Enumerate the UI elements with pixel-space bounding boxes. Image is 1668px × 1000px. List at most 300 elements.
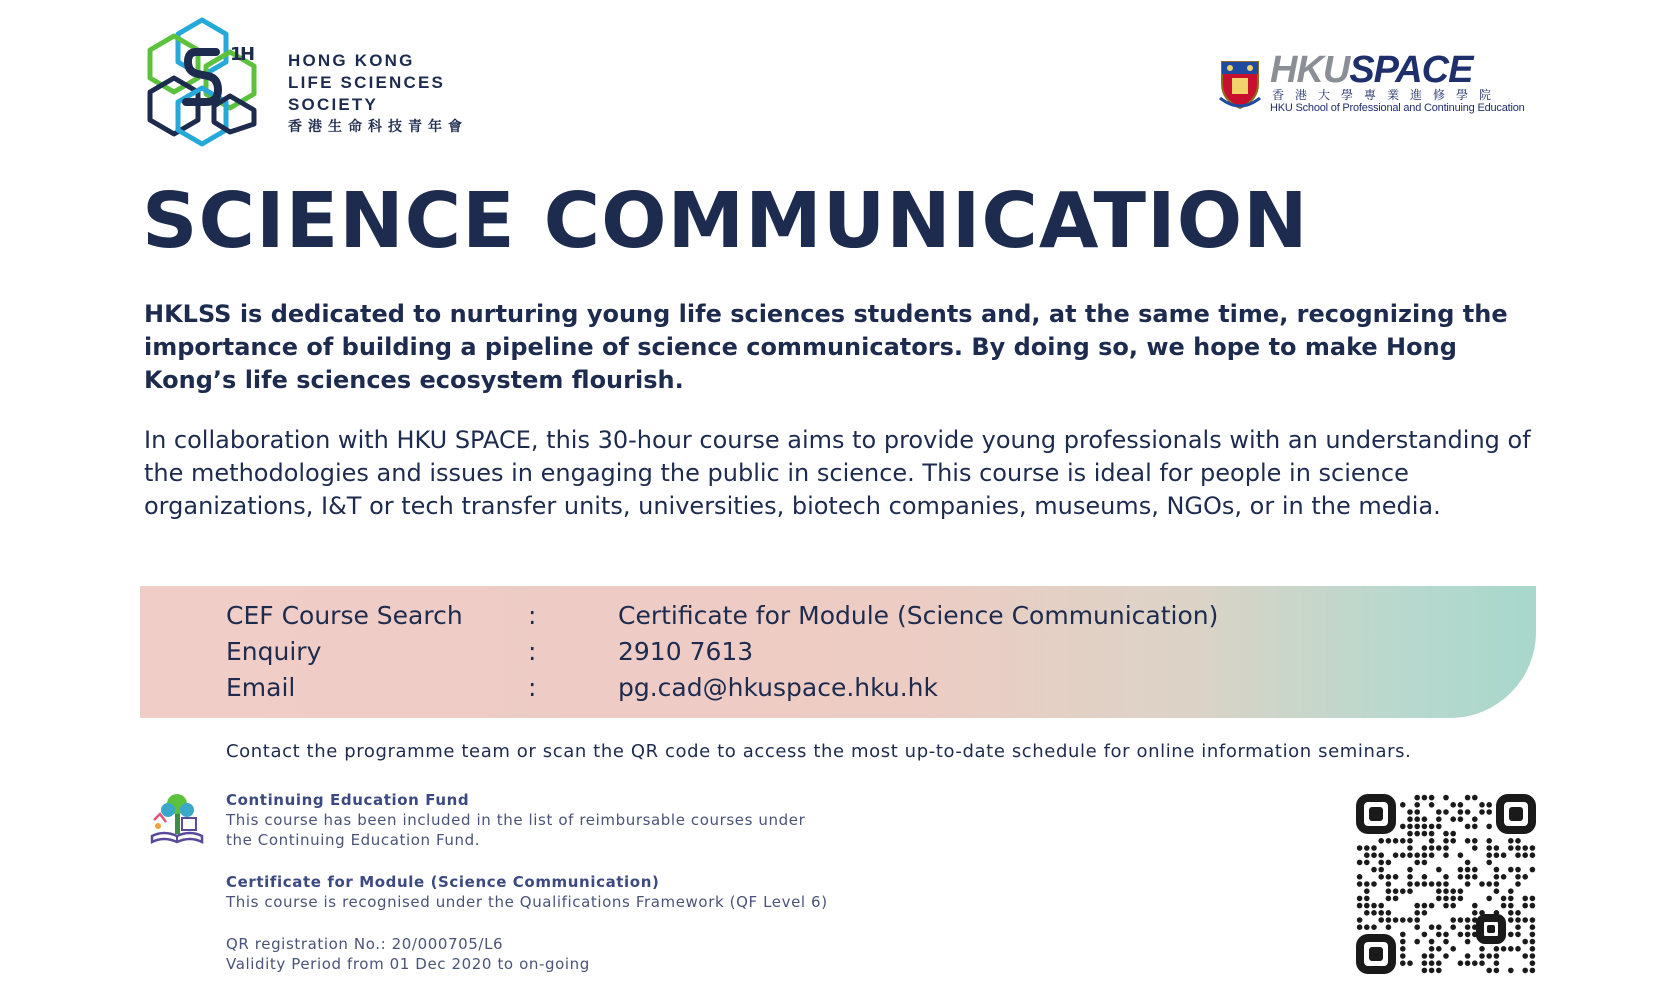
qr-module [1386, 881, 1392, 887]
qr-module [1407, 867, 1413, 873]
qr-module [1530, 946, 1536, 952]
qr-module [1486, 881, 1492, 887]
qr-module [1443, 932, 1449, 938]
qr-module [1465, 924, 1471, 930]
qr-module [1443, 831, 1449, 837]
qr-module [1429, 903, 1435, 909]
qr-module [1393, 917, 1399, 923]
qr-module [1364, 845, 1370, 851]
qr-module [1494, 953, 1500, 959]
qr-module [1479, 953, 1485, 959]
qr-module [1357, 903, 1363, 909]
qr-module [1443, 874, 1449, 880]
qr-module [1479, 881, 1485, 887]
qr-module [1486, 838, 1492, 844]
qr-module [1371, 852, 1377, 858]
qr-module [1407, 852, 1413, 858]
qr-module [1450, 802, 1456, 808]
qr-module [1458, 917, 1464, 923]
qr-module [1465, 881, 1471, 887]
qr-registration-info [226, 934, 590, 974]
qr-module [1386, 874, 1392, 880]
qr-module [1443, 903, 1449, 909]
qr-module [1429, 953, 1435, 959]
info-label: CEF Course Search [226, 601, 463, 630]
qr-module [1486, 968, 1492, 974]
qr-module [1472, 867, 1478, 873]
qr-module [1530, 852, 1536, 858]
qr-module [1458, 852, 1464, 858]
qr-module [1400, 917, 1406, 923]
qr-module [1407, 917, 1413, 923]
qr-module [1465, 838, 1471, 844]
qr-module [1414, 860, 1420, 866]
qr-module [1429, 960, 1435, 966]
society-name-line1: HONG KONG [288, 51, 415, 70]
qr-module [1429, 852, 1435, 858]
qr-module [1386, 838, 1392, 844]
hkuspace-logo [1218, 49, 1538, 116]
intro-bold-paragraph: HKLSS is dedicated to nurturing young life sciences students and, at the same time, recognizing the importance of building a pipeline of science communicators. By doing so, we hope to make Hong Kong’s life sciences ecosystem flourish. [144, 300, 1508, 394]
qr-module [1465, 953, 1471, 959]
qr-module [1429, 831, 1435, 837]
email-link[interactable]: pg.cad@hkuspace.hku.hk [618, 673, 938, 702]
qr-module [1378, 838, 1384, 844]
qr-module [1443, 881, 1449, 887]
qr-module [1486, 860, 1492, 866]
qr-module [1443, 795, 1449, 801]
qr-module [1422, 968, 1428, 974]
qr-module [1429, 795, 1435, 801]
qr-module [1429, 824, 1435, 830]
qr-module [1508, 896, 1514, 902]
qr-module [1486, 852, 1492, 858]
qr-module [1530, 924, 1536, 930]
qr-module [1400, 888, 1406, 894]
qr-module [1386, 860, 1392, 866]
info-label: Enquiry [226, 637, 322, 666]
qr-module [1465, 795, 1471, 801]
qr-module [1436, 960, 1442, 966]
hkuspace-wordmark [1270, 50, 1472, 90]
qr-module [1414, 881, 1420, 887]
qr-module [1364, 924, 1370, 930]
qr-module [1515, 910, 1521, 916]
qr-module [1407, 838, 1413, 844]
qr-module [1472, 838, 1478, 844]
qr-module [1364, 896, 1370, 902]
qr-module [1465, 939, 1471, 945]
qr-module [1393, 838, 1399, 844]
qr-module [1378, 903, 1384, 909]
qr-module [1515, 932, 1521, 938]
qr-module [1414, 795, 1420, 801]
qr-module [1357, 845, 1363, 851]
qr-module [1530, 867, 1536, 873]
qr-module [1450, 896, 1456, 902]
qr-module [1515, 838, 1521, 844]
hkuspace-name-en: HKU School of Professional and Continuing Education [1270, 102, 1525, 114]
qr-module [1494, 946, 1500, 952]
qr-module [1364, 860, 1370, 866]
qr-module [1479, 946, 1485, 952]
qr-module [1465, 809, 1471, 815]
qr-module [1530, 960, 1536, 966]
qr-module [1393, 896, 1399, 902]
qr-module [1494, 960, 1500, 966]
qr-module [1378, 852, 1384, 858]
validity-period: Validity Period from 01 Dec 2020 to on-going [226, 955, 590, 973]
qr-module [1357, 881, 1363, 887]
intro-body-paragraph: In collaboration with HKU SPACE, this 30-hour course aims to provide young professionals with an understanding of the methodologies and issues in engaging the public in science. This course is ideal for people in science organizations, I&T or tech transfer units, universities, biotech companies, museums, NGOs, or in the media. [144, 426, 1531, 520]
qr-module [1422, 874, 1428, 880]
qr-module [1458, 809, 1464, 815]
qr-module [1450, 816, 1456, 822]
qr-module [1486, 802, 1492, 808]
qr-module [1486, 953, 1492, 959]
qr-module [1422, 795, 1428, 801]
qr-module [1422, 852, 1428, 858]
svg-text:H: H [240, 44, 256, 65]
qr-module [1465, 874, 1471, 880]
qr-module [1429, 939, 1435, 945]
qr-module [1414, 824, 1420, 830]
qr-module [1357, 924, 1363, 930]
qr-module [1378, 874, 1384, 880]
info-band [140, 586, 1536, 718]
qr-module [1443, 953, 1449, 959]
qr-module [1400, 946, 1406, 952]
qr-module [1407, 845, 1413, 851]
qr-module [1429, 845, 1435, 851]
qr-module [1443, 888, 1449, 894]
qr-module [1472, 960, 1478, 966]
qr-module [1530, 953, 1536, 959]
qr-module [1407, 881, 1413, 887]
qr-module [1422, 824, 1428, 830]
qr-module [1465, 860, 1471, 866]
qr-module [1414, 831, 1420, 837]
qr-module [1414, 809, 1420, 815]
qr-module [1450, 831, 1456, 837]
qr-module [1458, 867, 1464, 873]
qr-module [1458, 802, 1464, 808]
qr-module [1508, 903, 1514, 909]
qr-module [1429, 924, 1435, 930]
qr-module [1407, 816, 1413, 822]
qr-module [1486, 845, 1492, 851]
qr-module [1407, 960, 1413, 966]
qr-module [1436, 816, 1442, 822]
qr-module [1364, 903, 1370, 909]
qr-module [1422, 903, 1428, 909]
qr-module [1393, 852, 1399, 858]
space-word: SPACE [1349, 49, 1473, 91]
qr-module [1386, 917, 1392, 923]
qr-module [1386, 924, 1392, 930]
qr-module [1450, 946, 1456, 952]
cef-text-line1: This course has been included in the list of reimbursable courses under [226, 811, 806, 829]
qr-module [1443, 852, 1449, 858]
qr-module [1530, 932, 1536, 938]
qr-module [1407, 831, 1413, 837]
qr-module [1522, 968, 1528, 974]
qr-module [1400, 802, 1406, 808]
qr-module [1400, 960, 1406, 966]
qr-module [1522, 874, 1528, 880]
info-label: Email [226, 673, 296, 702]
qr-module [1486, 824, 1492, 830]
qr-module [1371, 867, 1377, 873]
qr-module [1378, 917, 1384, 923]
qr-module [1371, 845, 1377, 851]
qr-module [1422, 960, 1428, 966]
qr-module [1436, 809, 1442, 815]
qr-module [1472, 874, 1478, 880]
qr-module [1443, 939, 1449, 945]
qr-module [1414, 917, 1420, 923]
qr-code-icon[interactable] [1356, 794, 1536, 974]
qr-module [1414, 852, 1420, 858]
qr-module [1400, 852, 1406, 858]
qr-module [1364, 888, 1370, 894]
qr-module [1472, 816, 1478, 822]
qr-registration-number: QR registration No.: 20/000705/L6 [226, 935, 504, 953]
qr-module [1494, 852, 1500, 858]
qr-module [1443, 896, 1449, 902]
qr-module [1429, 968, 1435, 974]
qr-module [1429, 802, 1435, 808]
qr-module [1422, 816, 1428, 822]
qr-module [1414, 910, 1420, 916]
qr-module [1522, 896, 1528, 902]
qr-module [1508, 932, 1514, 938]
qr-module [1450, 924, 1456, 930]
info-value: Certificate for Module (Science Communication) [618, 601, 1219, 630]
contact-note: Contact the programme team or scan the QR code to access the most up-to-date schedule for online information seminars. [226, 741, 1412, 762]
qr-module [1450, 838, 1456, 844]
cef-tree-book-icon [146, 790, 208, 846]
qr-module [1414, 924, 1420, 930]
qr-module [1515, 917, 1521, 923]
qr-module [1515, 924, 1521, 930]
qr-module [1530, 917, 1536, 923]
qr-module [1386, 888, 1392, 894]
qr-module [1400, 939, 1406, 945]
qr-module [1443, 845, 1449, 851]
qr-module [1494, 867, 1500, 873]
qr-module [1522, 903, 1528, 909]
qr-module [1501, 874, 1507, 880]
qr-module [1530, 903, 1536, 909]
qr-module [1494, 874, 1500, 880]
qr-module [1508, 968, 1514, 974]
qr-module [1393, 874, 1399, 880]
qr-module [1364, 881, 1370, 887]
qr-module [1458, 816, 1464, 822]
qr-module [1522, 953, 1528, 959]
qr-module [1472, 910, 1478, 916]
qr-module [1522, 845, 1528, 851]
cef-text-line2: the Continuing Education Fund. [226, 831, 481, 849]
qr-module [1364, 910, 1370, 916]
qr-module [1436, 888, 1442, 894]
qr-module [1465, 917, 1471, 923]
qr-module [1458, 896, 1464, 902]
cert-heading: Certificate for Module (Science Communication) [226, 873, 660, 891]
qr-module [1515, 881, 1521, 887]
qr-module [1508, 845, 1514, 851]
qr-module [1371, 903, 1377, 909]
qr-module [1436, 968, 1442, 974]
society-name-line2: LIFE SCIENCES SOCIETY [288, 73, 446, 114]
qr-module [1386, 896, 1392, 902]
qr-module [1472, 845, 1478, 851]
qr-module [1407, 888, 1413, 894]
qr-module [1407, 809, 1413, 815]
qr-module [1371, 924, 1377, 930]
qr-module [1508, 867, 1514, 873]
qr-module [1479, 809, 1485, 815]
qr-module [1472, 824, 1478, 830]
qr-module [1443, 838, 1449, 844]
qr-module [1364, 852, 1370, 858]
info-colon: : [528, 673, 537, 702]
qr-module [1501, 903, 1507, 909]
hexagon-logo-icon [142, 16, 262, 148]
qr-module [1436, 932, 1442, 938]
qr-module [1501, 852, 1507, 858]
qr-module [1494, 845, 1500, 851]
qr-module [1465, 960, 1471, 966]
qr-module [1371, 881, 1377, 887]
qr-module [1378, 910, 1384, 916]
cert-info [226, 872, 828, 912]
society-name-zh: 香港生命科技青年會 [288, 119, 468, 135]
qr-module [1515, 845, 1521, 851]
qr-module [1414, 816, 1420, 822]
qr-module [1400, 953, 1406, 959]
qr-module [1508, 946, 1514, 952]
page-title: SCIENCE COMMUNICATION [142, 177, 1309, 266]
qr-module [1436, 896, 1442, 902]
qr-module [1458, 888, 1464, 894]
qr-module [1414, 939, 1420, 945]
qr-module [1508, 838, 1514, 844]
qr-module [1515, 874, 1521, 880]
qr-module [1465, 824, 1471, 830]
hku-word: HKU [1270, 49, 1350, 91]
qr-module [1479, 960, 1485, 966]
qr-module [1436, 845, 1442, 851]
qr-module [1494, 968, 1500, 974]
qr-module [1522, 852, 1528, 858]
qr-module [1458, 932, 1464, 938]
qr-module [1501, 946, 1507, 952]
qr-module [1407, 824, 1413, 830]
qr-module [1378, 867, 1384, 873]
qr-module [1400, 824, 1406, 830]
qr-module [1371, 910, 1377, 916]
qr-module [1465, 932, 1471, 938]
qr-module [1357, 874, 1363, 880]
qr-module [1508, 917, 1514, 923]
qr-module [1422, 860, 1428, 866]
qr-module [1458, 874, 1464, 880]
qr-module [1450, 888, 1456, 894]
qr-module [1357, 896, 1363, 902]
qr-module [1515, 852, 1521, 858]
hklss-logo [142, 16, 532, 150]
qr-module [1501, 896, 1507, 902]
cert-text-line1: This course is recognised under the Qualifications Framework (QF Level 6) [226, 893, 828, 911]
qr-module [1530, 939, 1536, 945]
qr-module [1414, 903, 1420, 909]
qr-module [1494, 881, 1500, 887]
qr-module [1530, 896, 1536, 902]
info-value: 2910 7613 [618, 637, 754, 666]
qr-module [1450, 917, 1456, 923]
qr-module [1429, 881, 1435, 887]
qr-module [1422, 953, 1428, 959]
qr-module [1414, 802, 1420, 808]
qr-module [1515, 946, 1521, 952]
qr-module [1422, 831, 1428, 837]
qr-module [1400, 838, 1406, 844]
qr-module [1450, 903, 1456, 909]
university-crest-icon [1218, 58, 1262, 110]
qr-module [1494, 888, 1500, 894]
qr-module [1515, 867, 1521, 873]
qr-module [1522, 917, 1528, 923]
qr-module [1393, 888, 1399, 894]
qr-module [1422, 845, 1428, 851]
qr-module [1522, 939, 1528, 945]
qr-module [1465, 867, 1471, 873]
qr-module [1472, 795, 1478, 801]
qr-module [1422, 932, 1428, 938]
qr-module [1429, 946, 1435, 952]
info-colon: : [528, 637, 537, 666]
qr-module [1530, 968, 1536, 974]
qr-module [1400, 932, 1406, 938]
qr-module [1436, 881, 1442, 887]
qr-module [1508, 910, 1514, 916]
qr-module [1458, 960, 1464, 966]
qr-module [1386, 910, 1392, 916]
qr-module [1486, 809, 1492, 815]
qr-module [1378, 860, 1384, 866]
qr-module [1436, 867, 1442, 873]
qr-module [1429, 838, 1435, 844]
qr-module [1436, 946, 1442, 952]
qr-module [1479, 802, 1485, 808]
qr-module [1422, 910, 1428, 916]
info-colon: : [528, 601, 537, 630]
qr-module [1436, 824, 1442, 830]
qr-module [1422, 881, 1428, 887]
qr-module [1486, 896, 1492, 902]
cef-heading: Continuing Education Fund [226, 791, 470, 809]
qr-module [1443, 809, 1449, 815]
qr-module [1530, 845, 1536, 851]
qr-module [1357, 917, 1363, 923]
qr-module [1357, 860, 1363, 866]
qr-module [1508, 888, 1514, 894]
qr-module [1472, 903, 1478, 909]
qr-module [1436, 924, 1442, 930]
cef-info [226, 790, 805, 850]
